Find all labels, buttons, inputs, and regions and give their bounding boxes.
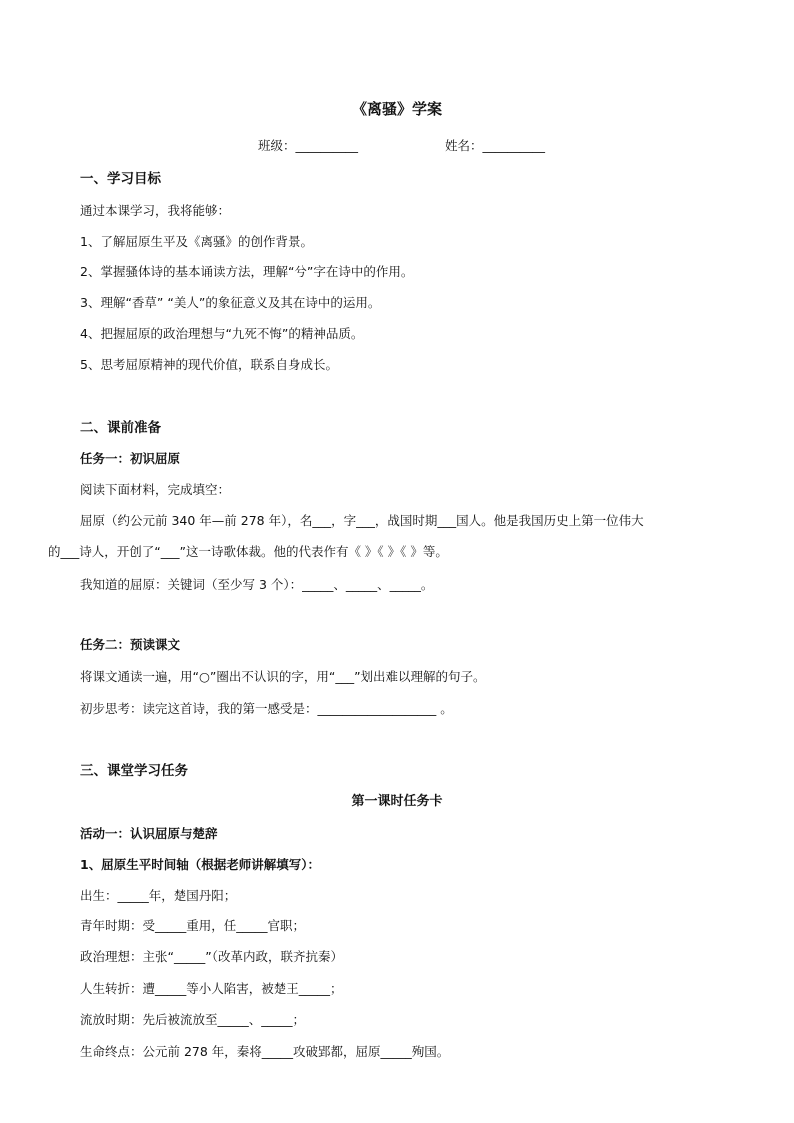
activity1-title: 活动一：认识屈原与楚辞 <box>80 826 218 841</box>
task2-line2: 初步思考：读完这首诗，我的第一感受是：___________________ 。 <box>80 701 453 716</box>
name-field-label: 姓名：__________ <box>445 138 546 153</box>
task1-paragraph-line1: 屈原（约公元前 340 年—前 278 年），名___，字___，战国时期___国人。他是我国历史上第一位伟大 <box>80 513 644 528</box>
task2-title: 任务二：预读课文 <box>80 637 181 652</box>
section-heading-classroom: 三、课堂学习任务 <box>80 763 188 779</box>
goal-item: 1、了解屈原生平及《离骚》的创作背景。 <box>80 234 313 249</box>
goal-item: 3、理解“香草” “美人”的象征意义及其在诗中的运用。 <box>80 295 381 310</box>
task-card-title: 第一课时任务卡 <box>351 794 443 809</box>
timeline-item: 出生：_____年，楚国丹阳； <box>80 888 237 903</box>
goals-intro: 通过本课学习，我将能够： <box>80 203 231 218</box>
section-heading-preparation: 二、课前准备 <box>80 420 161 436</box>
class-field-label: 班级：__________ <box>258 138 359 153</box>
timeline-item: 政治理想：主张“_____”（改革内政，联齐抗秦） <box>80 949 343 964</box>
timeline-item: 流放时期：先后被流放至_____、_____； <box>80 1012 306 1027</box>
task1-paragraph-line2: 的___诗人，开创了“___”这一诗歌体裁。他的代表作有《 》《 》《 》等。 <box>48 544 448 559</box>
task1-keywords: 我知道的屈原：关键词（至少写 3 个）：_____、_____、_____。 <box>80 577 434 592</box>
goal-item: 2、掌握骚体诗的基本诵读方法，理解“兮”字在诗中的作用。 <box>80 264 414 279</box>
timeline-item: 青年时期：受_____重用，任_____官职； <box>80 918 306 933</box>
section-heading-goals: 一、学习目标 <box>80 171 161 187</box>
task2-line1: 将课文通读一遍，用“○”圈出不认识的字，用“___”划出难以理解的句子。 <box>80 669 486 684</box>
page-title: 《离骚》学案 <box>351 100 442 118</box>
timeline-title: 1、屈原生平时间轴（根据老师讲解填写）： <box>80 857 320 872</box>
goal-item: 4、把握屈原的政治理想与“九死不悔”的精神品质。 <box>80 326 364 341</box>
timeline-item: 生命终点：公元前 278 年，秦将_____攻破郢都，屈原_____殉国。 <box>80 1044 450 1059</box>
goal-item: 5、思考屈原精神的现代价值，联系自身成长。 <box>80 357 338 372</box>
task1-title: 任务一：初识屈原 <box>80 451 181 466</box>
task1-instruction: 阅读下面材料，完成填空： <box>80 482 231 497</box>
timeline-item: 人生转折：遭_____等小人陷害，被楚王_____； <box>80 981 343 996</box>
